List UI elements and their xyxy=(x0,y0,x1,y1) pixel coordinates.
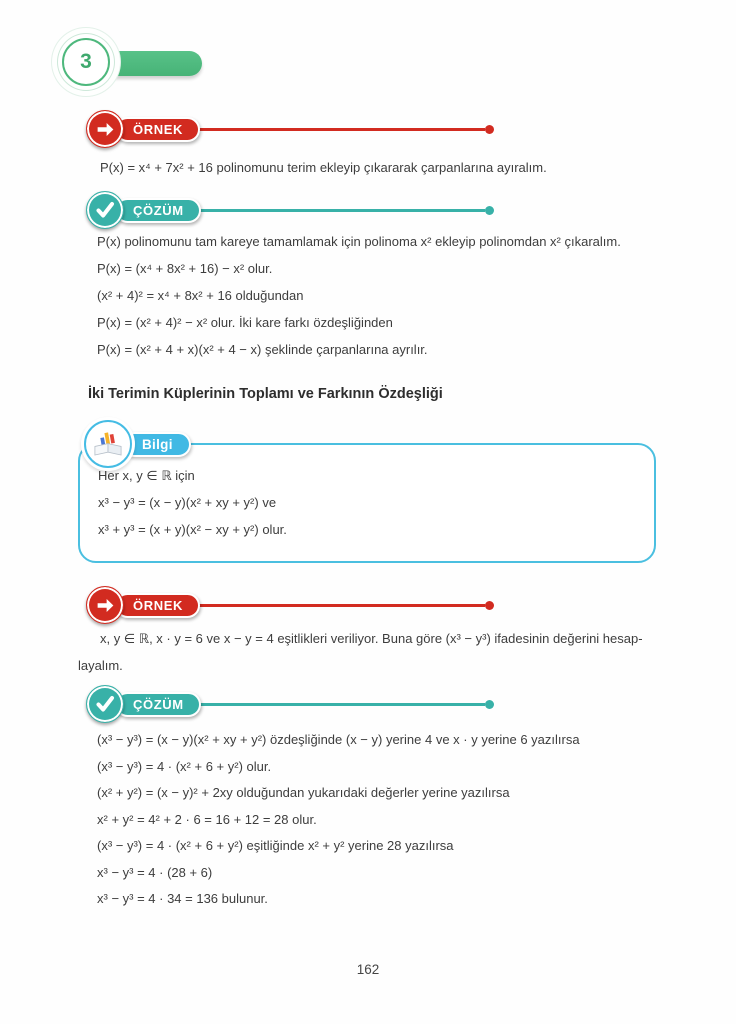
page-number: 162 xyxy=(356,962,380,977)
solution-rule-line xyxy=(198,209,485,212)
solution-badge xyxy=(115,692,201,717)
solution-1-header xyxy=(86,191,494,229)
solution-badge-label: ÇÖZÜM xyxy=(133,202,184,218)
example-badge-label: ÖRNEK xyxy=(133,597,183,613)
solution-step: (x² + 4)² = x⁴ + 8x² + 16 olduğundan xyxy=(97,288,304,303)
solution-step: x² + y² = 4² + 2 · 6 = 16 + 12 = 28 olur. xyxy=(97,811,317,827)
solution-step: x³ − y³ = 4 · 34 = 136 bulunur. xyxy=(97,891,268,906)
info-box-content xyxy=(98,462,287,543)
solution-step: P(x) polinomunu tam kareye tamamlamak için polinoma x² ekleyip polinomdan x² çıkaralım. xyxy=(97,234,621,249)
example-2-text xyxy=(78,625,643,679)
unit-number-badge xyxy=(62,38,110,86)
info-box-header xyxy=(84,420,191,468)
checkmark-icon xyxy=(86,685,124,723)
book-chart-icon xyxy=(84,420,132,468)
example-text-line: x, y ∈ ℝ, x · y = 6 ve x − y = 4 eşitlikleri veriliyor. Buna göre (x³ − y³) ifadesinin değerini hesap- xyxy=(100,631,643,646)
solution-step: (x³ − y³) = (x − y)(x² + xy + y²) özdeşliğinde (x − y) yerine 4 ve x · y yerine 6 yazılırsa xyxy=(97,732,580,747)
solution-rule-dot xyxy=(485,206,494,215)
unit-number: 3 xyxy=(80,50,92,73)
example-rule-line xyxy=(197,604,485,607)
example-text-line: layalım. xyxy=(78,658,123,673)
solution-step: (x³ − y³) = 4 · (x² + 6 + y²) olur. xyxy=(97,758,272,774)
solution-step: P(x) = (x⁴ + 8x² + 16) − x² olur. xyxy=(97,261,273,276)
solution-1-steps xyxy=(97,228,621,363)
solution-badge-label: ÇÖZÜM xyxy=(133,696,184,712)
checkmark-icon xyxy=(86,191,124,229)
info-badge-label: Bilgi xyxy=(142,436,173,452)
solution-step: P(x) = (x² + 4 + x)(x² + 4 − x) şeklinde çarpanlarına ayrılır. xyxy=(97,342,428,357)
solution-2-steps xyxy=(97,727,580,913)
identity-line: x³ + y³ = (x + y)(x² − xy + y²) olur. xyxy=(98,522,287,537)
solution-badge xyxy=(115,198,201,223)
section-heading: İki Terimin Küplerinin Toplamı ve Farkının Özdeşliği xyxy=(88,386,443,402)
example-1-text: P(x) = x⁴ + 7x² + 16 polinomunu terim ekleyip çıkararak çarpanlarına ayıralım. xyxy=(100,160,547,175)
solution-rule-dot xyxy=(485,700,494,709)
arrow-right-icon xyxy=(86,586,124,624)
solution-step: (x³ − y³) = 4 · (x² + 6 + y²) eşitliğinde x² + y² yerine 28 yazılırsa xyxy=(97,838,454,853)
example-rule-dot xyxy=(485,601,494,610)
solution-2-header xyxy=(86,685,494,723)
example-2-header xyxy=(86,586,494,624)
solution-step: x³ − y³ = 4 · (28 + 6) xyxy=(97,864,213,880)
example-badge-label: ÖRNEK xyxy=(133,121,183,137)
example-badge xyxy=(115,593,200,618)
solution-rule-line xyxy=(198,703,485,706)
identity-line: x³ − y³ = (x − y)(x² + xy + y²) ve xyxy=(98,495,277,510)
solution-step: (x² + y²) = (x − y)² + 2xy olduğundan yukarıdaki değerler yerine yazılırsa xyxy=(97,785,510,800)
example-1-header xyxy=(86,110,494,148)
example-badge xyxy=(115,117,200,142)
example-rule-dot xyxy=(485,125,494,134)
example-rule-line xyxy=(197,128,485,131)
solution-step: P(x) = (x² + 4)² − x² olur. İki kare farkı özdeşliğinden xyxy=(97,315,393,330)
identity-line: Her x, y ∈ ℝ için xyxy=(98,468,195,483)
info-badge xyxy=(122,432,191,457)
arrow-right-icon xyxy=(86,110,124,148)
